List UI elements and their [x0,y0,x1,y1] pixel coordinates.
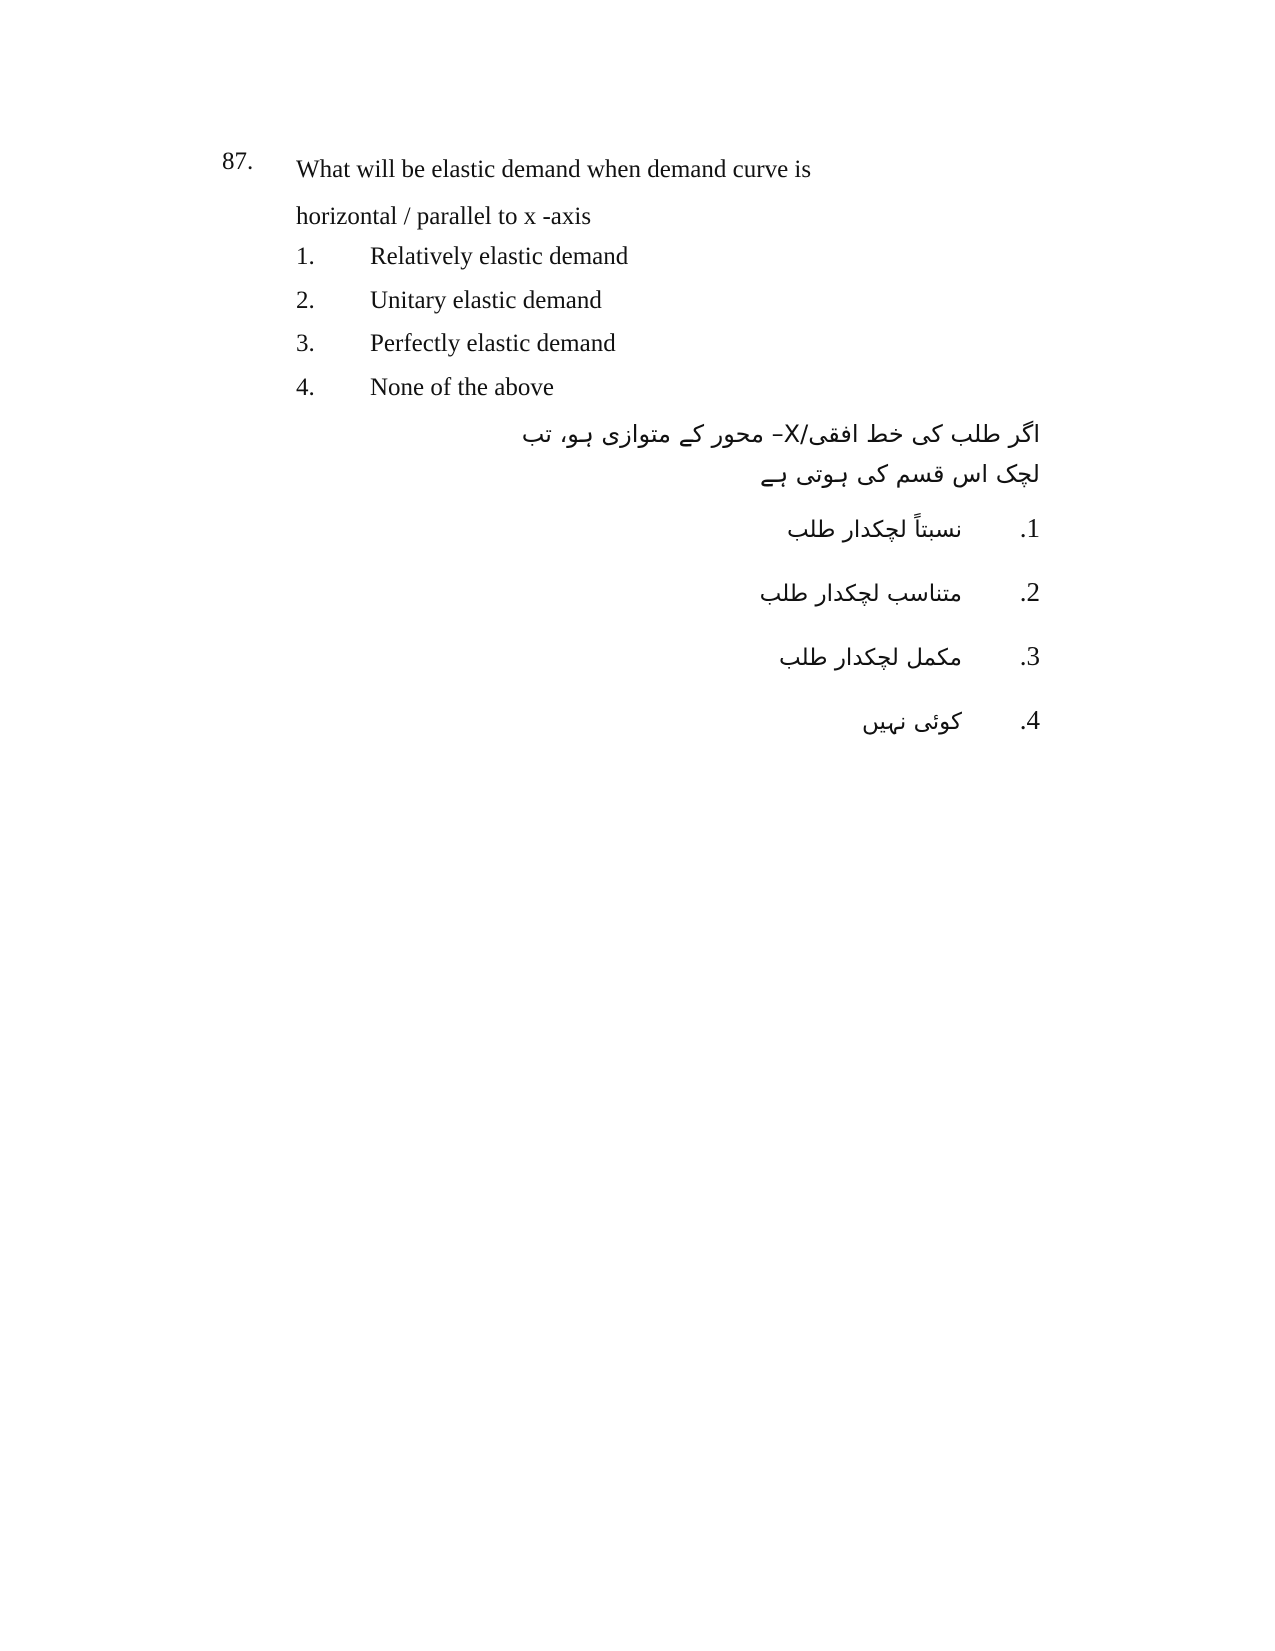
question-text-line-1: What will be elastic demand when demand curve is [296,156,812,183]
question-text [296,146,936,240]
urdu-options-list [480,508,1040,764]
option-text: نسبتاً لچکدار طلب [786,517,962,543]
option-number: 4. [296,373,315,401]
option-text: مکمل لچکدار طلب [779,645,962,671]
urdu-option-4 [480,700,1040,764]
option-number: .1 [1019,513,1040,543]
english-option-3 [296,328,628,372]
option-number: .2 [1019,577,1040,607]
english-option-1 [296,241,628,285]
question-text-line-2: horizontal / parallel to x -axis [296,203,592,230]
urdu-question-text: اگر طلب کی خط افقی/X– محور کے متوازی ہو، تب لچک اس قسم کی ہوتی ہے [521,420,1040,488]
option-number: .4 [1019,705,1040,735]
option-number: 1. [296,243,315,270]
option-number: .3 [1019,641,1040,671]
urdu-option-1 [480,508,1040,572]
question-number: 87. [222,148,254,175]
option-text: Perfectly elastic demand [370,330,616,357]
option-number: 3. [296,330,315,357]
english-option-2 [296,285,628,329]
english-option-4 [296,372,628,416]
urdu-option-3 [480,636,1040,700]
urdu-option-2 [480,572,1040,636]
option-text: کوئی نہیں [861,709,962,735]
option-text: متناسب لچکدار طلب [759,581,962,607]
option-text: Unitary elastic demand [370,286,602,314]
urdu-section [480,414,1040,764]
option-text: None of the above [370,373,554,401]
option-number: 2. [296,286,315,314]
english-options-list [296,241,628,415]
option-text: Relatively elastic demand [370,243,629,270]
